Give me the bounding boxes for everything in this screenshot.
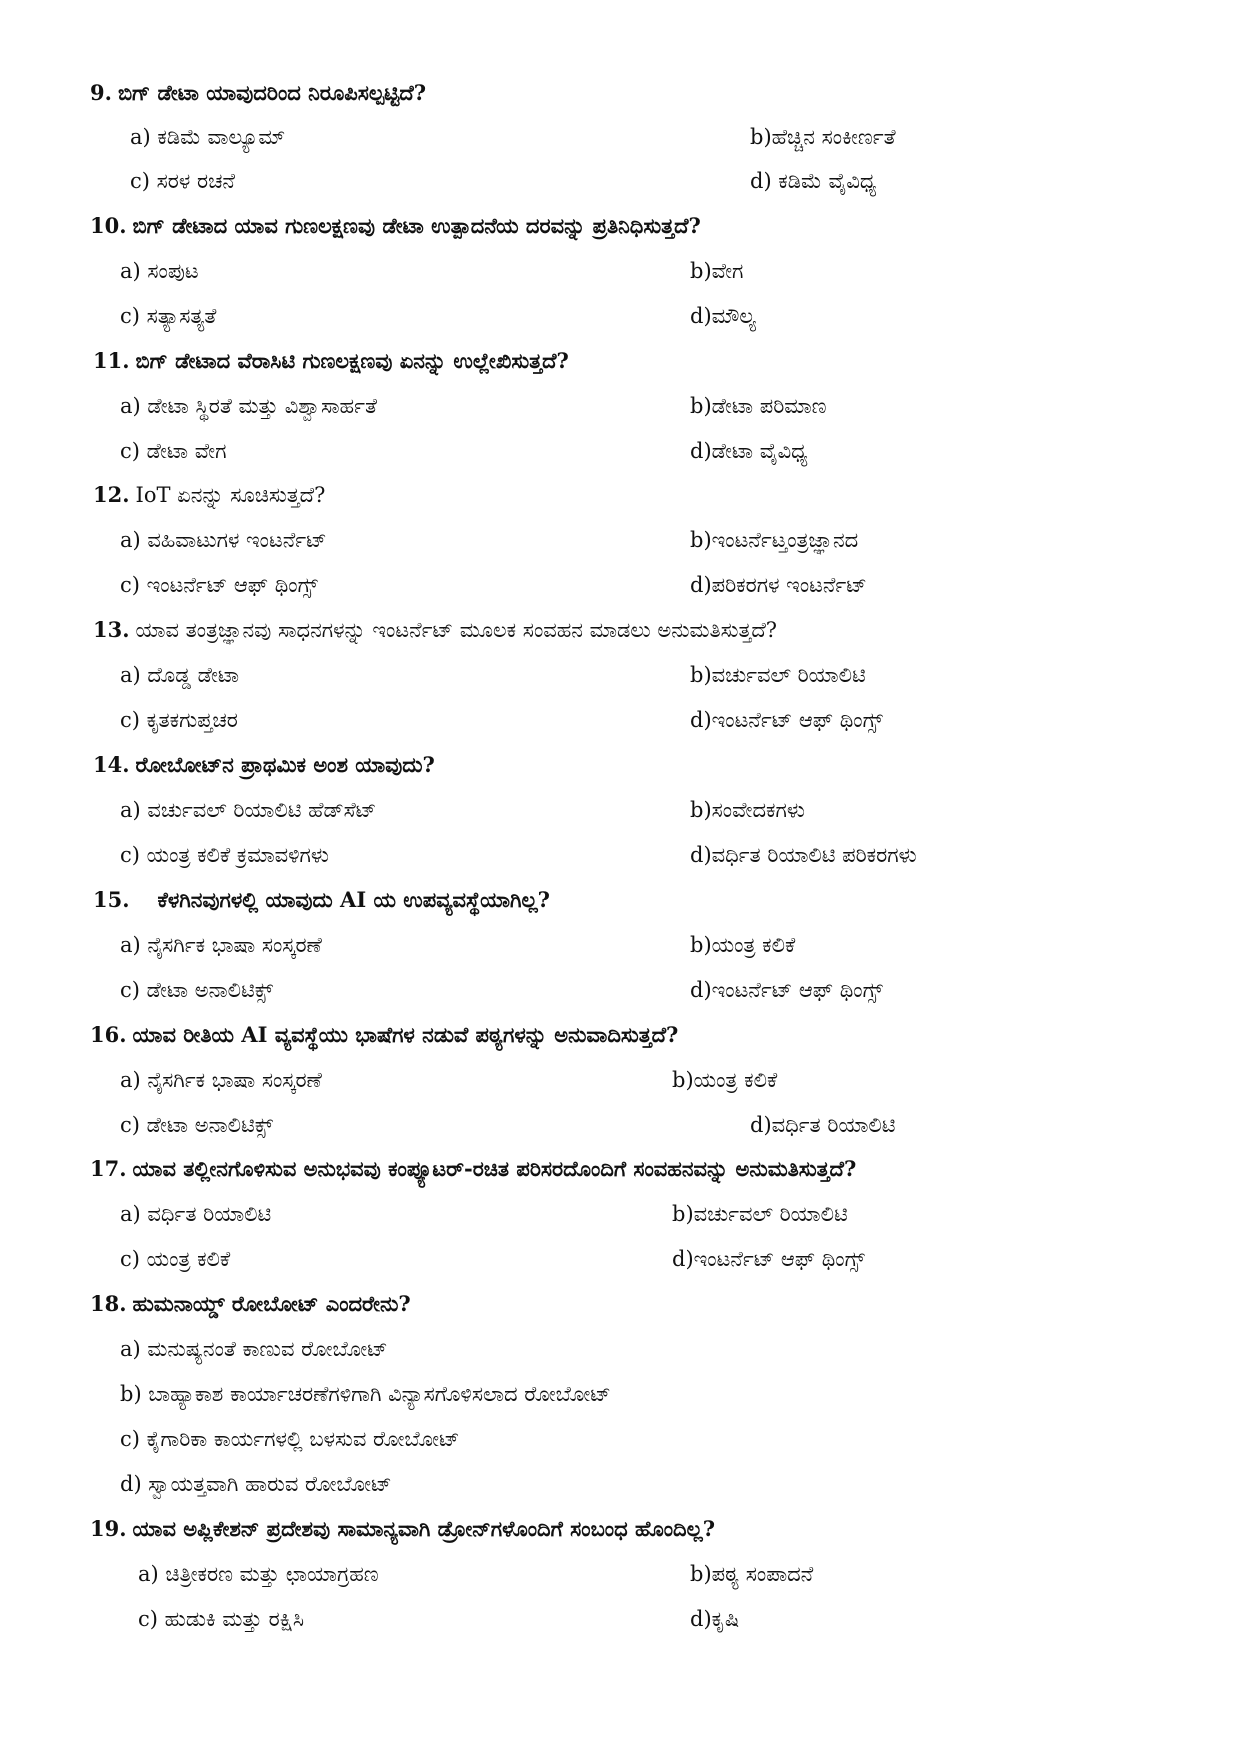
question-number: 13.	[93, 617, 130, 642]
question-text: ಯಾವ ಅಪ್ಲಿಕೇಶನ್ ಪ್ರದೇಶವು ಸಾಮಾನ್ಯವಾಗಿ ಡ್ರೋನ್‌ಗಳೊಂದಿಗೆ ಸಂಬಂಧ ಹೊಂದಿಲ್ಲ?	[132, 1516, 716, 1541]
question-number: 9.	[90, 80, 112, 105]
option-d: d)ಮೌಲ್ಯ	[690, 304, 756, 328]
question-text: ಬಿಗ್ ಡೇಟಾದ ಯಾವ ಗುಣಲಕ್ಷಣವು ಡೇಟಾ ಉತ್ಪಾದನೆಯ ದರವನ್ನು ಪ್ರತಿನಿಧಿಸುತ್ತದೆ?	[132, 213, 701, 238]
option-d: d)ಇಂಟರ್ನೆಟ್ ಆಫ್ ಥಿಂಗ್ಸ್	[672, 1247, 865, 1271]
option-b: b)ವರ್ಚುವಲ್ ರಿಯಾಲಿಟಿ	[690, 663, 866, 687]
question-text: ಕೆಳಗಿನವುಗಳಲ್ಲಿ ಯಾವುದು AI ಯ ಉಪವ್ಯವಸ್ಥೆಯಾಗಿಲ್ಲ?	[157, 887, 550, 912]
option-c: c) ಯಂತ್ರ ಕಲಿಕೆ	[120, 1247, 231, 1271]
option-a: a) ವಹಿವಾಟುಗಳ ಇಂಟರ್ನೆಟ್	[120, 528, 327, 552]
question-text: ಹುಮನಾಯ್ಡ್ ರೋಬೋಟ್ ಎಂದರೇನು?	[132, 1291, 411, 1316]
option-d: d)ಕೃಷಿ	[690, 1607, 740, 1631]
option-c: c) ಡೇಟಾ ವೇಗ	[120, 439, 227, 463]
option-b: b) ಬಾಹ್ಯಾಕಾಶ ಕಾರ್ಯಾಚರಣೆಗಳಿಗಾಗಿ ವಿನ್ಯಾಸಗೊಳಿಸಲಾದ ರೋಬೋಟ್	[120, 1382, 611, 1406]
option-d: d) ಸ್ವಾಯತ್ತವಾಗಿ ಹಾರುವ ರೋಬೋಟ್	[120, 1472, 392, 1496]
option-b: b)ಯಂತ್ರ ಕಲಿಕೆ	[690, 933, 796, 957]
option-a: a) ವರ್ಧಿತ ರಿಯಾಲಿಟಿ	[120, 1202, 272, 1226]
option-c: c) ಯಂತ್ರ ಕಲಿಕೆ ಕ್ರಮಾವಳಿಗಳು	[120, 843, 329, 867]
option-a: a) ದೊಡ್ಡ ಡೇಟಾ	[120, 663, 240, 687]
question-14	[93, 750, 435, 780]
option-c: c) ಡೇಟಾ ಅನಾಲಿಟಿಕ್ಸ್	[120, 978, 274, 1002]
question-16	[90, 1020, 678, 1050]
option-b: b)ಇಂಟರ್ನೆಟ್ತಂತ್ರಜ್ಞಾನದ	[690, 528, 859, 552]
question-12	[93, 480, 325, 510]
option-a: a) ವರ್ಚುವಲ್ ರಿಯಾಲಿಟಿ ಹೆಡ್‌ಸೆಟ್	[120, 798, 377, 822]
question-number: 12.	[93, 482, 130, 507]
question-11	[93, 346, 569, 376]
question-18	[90, 1289, 411, 1319]
option-a: a) ಮನುಷ್ಯನಂತೆ ಕಾಣುವ ರೋಬೋಟ್	[120, 1337, 388, 1361]
option-d: d)ವರ್ಧಿತ ರಿಯಾಲಿಟಿ	[750, 1113, 896, 1137]
question-text: ರೋಬೋಟ್‌ನ ಪ್ರಾಥಮಿಕ ಅಂಶ ಯಾವುದು?	[135, 752, 435, 777]
option-d: d)ಇಂಟರ್ನೆಟ್ ಆಫ್ ಥಿಂಗ್ಸ್	[690, 708, 883, 732]
option-c: c) ಕೃತಕಗುಪ್ತಚರ	[120, 708, 238, 732]
option-c: c) ಸರಳ ರಚನೆ	[130, 169, 235, 193]
question-15	[93, 885, 550, 915]
option-c: c) ಕೈಗಾರಿಕಾ ಕಾರ್ಯಗಳಲ್ಲಿ ಬಳಸುವ ರೋಬೋಟ್	[120, 1427, 460, 1451]
question-number: 16.	[90, 1022, 127, 1047]
option-a: a) ಕಡಿಮೆ ವಾಲ್ಯೂಮ್	[130, 125, 286, 149]
question-number: 15.	[93, 887, 130, 912]
question-number: 18.	[90, 1291, 127, 1316]
question-number: 11.	[93, 348, 130, 373]
question-number: 19.	[90, 1516, 127, 1541]
option-a: a) ಡೇಟಾ ಸ್ಥಿರತೆ ಮತ್ತು ವಿಶ್ವಾಸಾರ್ಹತೆ	[120, 394, 377, 418]
option-b: b)ಯಂತ್ರ ಕಲಿಕೆ	[672, 1068, 778, 1092]
option-b: b)ಪಠ್ಯ ಸಂಪಾದನೆ	[690, 1562, 814, 1586]
option-a: a) ನೈಸರ್ಗಿಕ ಭಾಷಾ ಸಂಸ್ಕರಣೆ	[120, 1068, 322, 1092]
question-9	[90, 78, 426, 108]
option-a: a) ಚಿತ್ರೀಕರಣ ಮತ್ತು ಛಾಯಾಗ್ರಹಣ	[138, 1562, 379, 1586]
option-c: c) ಇಂಟರ್ನೆಟ್ ಆಫ್ ಥಿಂಗ್ಸ್	[120, 573, 318, 597]
question-text: ಯಾವ ತಲ್ಲೀನಗೊಳಿಸುವ ಅನುಭವವು ಕಂಪ್ಯೂಟರ್-ರಚಿತ ಪರಿಸರದೊಂದಿಗೆ ಸಂವಹನವನ್ನು ಅನುಮತಿಸುತ್ತದೆ?	[132, 1156, 857, 1181]
option-b: b)ವೇಗ	[690, 259, 744, 283]
question-text: ಯಾವ ತಂತ್ರಜ್ಞಾನವು ಸಾಧನಗಳನ್ನು ಇಂಟರ್ನೆಟ್ ಮೂಲಕ ಸಂವಹನ ಮಾಡಲು ಅನುಮತಿಸುತ್ತದೆ?	[135, 618, 778, 642]
question-13	[93, 615, 777, 645]
option-a: a) ನೈಸರ್ಗಿಕ ಭಾಷಾ ಸಂಸ್ಕರಣೆ	[120, 933, 322, 957]
option-d: d)ಡೇಟಾ ವೈವಿಧ್ಯ	[690, 439, 808, 463]
question-text: ಯಾವ ರೀತಿಯ AI ವ್ಯವಸ್ಥೆಯು ಭಾಷೆಗಳ ನಡುವೆ ಪಠ್ಯಗಳನ್ನು ಅನುವಾದಿಸುತ್ತದೆ?	[132, 1022, 679, 1047]
option-b: b)ವರ್ಚುವಲ್ ರಿಯಾಲಿಟಿ	[672, 1202, 848, 1226]
option-d: d)ಇಂಟರ್ನೆಟ್ ಆಫ್ ಥಿಂಗ್ಸ್	[690, 978, 883, 1002]
option-d: d) ಕಡಿಮೆ ವೈವಿಧ್ಯ	[750, 169, 877, 193]
question-number: 10.	[90, 213, 127, 238]
option-c: c) ಹುಡುಕಿ ಮತ್ತು ರಕ್ಷಿಸಿ	[138, 1607, 305, 1631]
option-b: b)ಸಂವೇದಕಗಳು	[690, 798, 805, 822]
option-b: b)ಡೇಟಾ ಪರಿಮಾಣ	[690, 394, 827, 418]
question-text: ಬಿಗ್ ಡೇಟಾ ಯಾವುದರಿಂದ ನಿರೂಪಿಸಲ್ಪಟ್ಟಿದೆ?	[117, 80, 427, 105]
question-text: ಬಿಗ್ ಡೇಟಾದ ವೆರಾಸಿಟಿ ಗುಣಲಕ್ಷಣವು ಏನನ್ನು ಉಲ್ಲೇಖಿಸುತ್ತದೆ?	[135, 348, 569, 373]
question-17	[90, 1154, 856, 1184]
question-text: IoT ಏನನ್ನು ಸೂಚಿಸುತ್ತದೆ?	[135, 483, 326, 507]
option-d: d)ವರ್ಧಿತ ರಿಯಾಲಿಟಿ ಪರಿಕರಗಳು	[690, 843, 917, 867]
question-number: 17.	[90, 1156, 127, 1181]
question-19	[90, 1514, 715, 1544]
question-number: 14.	[93, 752, 130, 777]
option-d: d)ಪರಿಕರಗಳ ಇಂಟರ್ನೆಟ್	[690, 573, 867, 597]
option-a: a) ಸಂಪುಟ	[120, 259, 199, 283]
option-c: c) ಸತ್ಯಾಸತ್ಯತೆ	[120, 304, 217, 328]
option-c: c) ಡೇಟಾ ಅನಾಲಿಟಿಕ್ಸ್	[120, 1113, 274, 1137]
option-b: b)ಹೆಚ್ಚಿನ ಸಂಕೀರ್ಣತೆ	[750, 125, 896, 149]
question-10	[90, 211, 701, 241]
